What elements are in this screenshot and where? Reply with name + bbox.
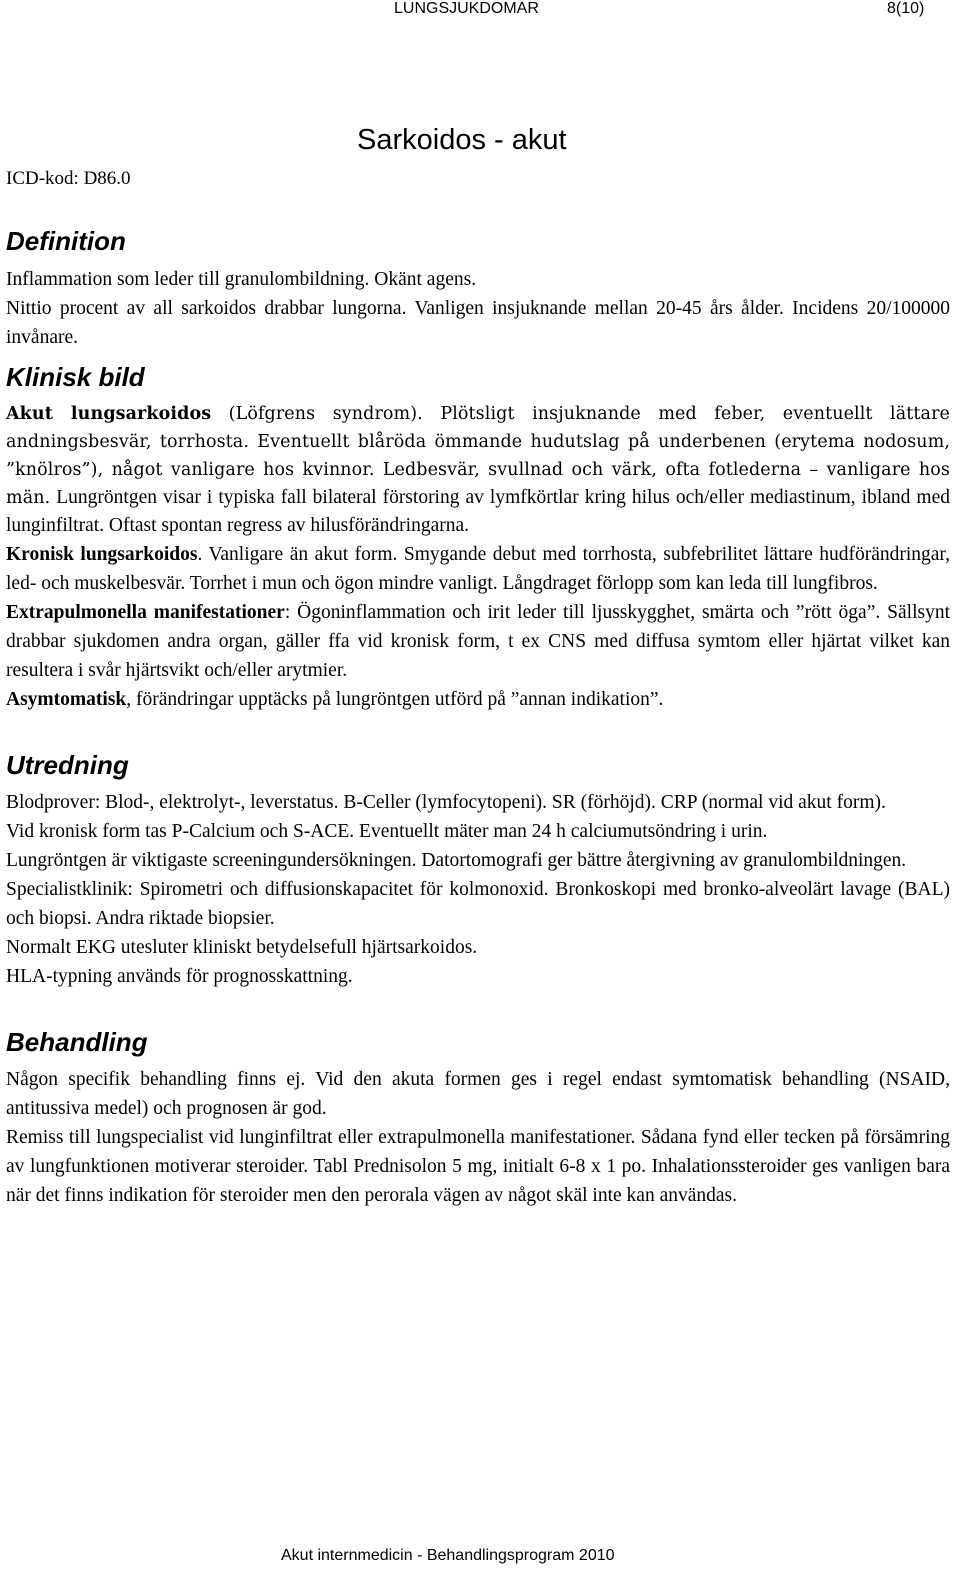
header-title: LUNGSJUKDOMAR: [394, 0, 539, 17]
utredning-heading: Utredning: [6, 750, 129, 780]
definition-line-1: Inflammation som leder till granulombildning. Okänt agens.: [6, 269, 477, 290]
akut-lungsarkoidos-label: Akut lungsarkoidos: [6, 404, 212, 424]
klinisk-bild-body: [6, 400, 950, 714]
running-footer: Akut internmedicin - Behandlingsprogram 2010: [281, 1547, 615, 1564]
utredning-line-4: Specialistklinik: Spirometri och diffusionskapacitet för kolmonoxid. Bronkoskopi med bronko-alveolärt lavage (BAL) och biopsi. Andra riktade biopsier.: [6, 879, 950, 929]
behandling-line-1: Någon specifik behandling finns ej. Vid den akuta formen ges i regel endast symtomatisk behandling (NSAID, antitussiva medel) och prognosen är god.: [6, 1069, 950, 1119]
page-number: 8(10): [887, 0, 925, 17]
definition-line-2: Nittio procent av all sarkoidos drabbar lungorna. Vanligen insjuknande mellan 20-45 års ålder. Incidens 20/100000 invånare.: [6, 298, 950, 348]
kronisk-lungsarkoidos-label: Kronisk lungsarkoidos: [6, 544, 198, 565]
lungrontgen-text: Lungröntgen visar i typiska fall bilateral förstoring av lymfkörtlar kring hilus och/eller mediastinum, ibland med lunginfiltrat. Oftast spontan regress av hilusförändringarna.: [6, 487, 950, 536]
asymtomatisk-text: , förändringar upptäcks på lungröntgen utförd på ”annan indikation”.: [126, 689, 664, 710]
extrapulmonella-label: Extrapulmonella manifestationer: [6, 602, 285, 623]
utredning-body: [6, 788, 950, 991]
behandling-body: [6, 1065, 950, 1210]
asymtomatisk-label: Asymtomatisk: [6, 689, 127, 710]
definition-heading: Definition: [6, 226, 126, 256]
definition-body: [6, 265, 950, 352]
extrapulmonella-text: : Ögoninflammation och irit leder till ljusskygghet, smärta och ”rött öga”. Sällsynt drabbar sjukdomen andra organ, gäller ffa vid kronisk form, t ex CNS med diffusa symtom eller hjärtat vilket kan resultera i svår hjärtsvikt och/eller arytmier.: [6, 602, 950, 681]
kronisk-lungsarkoidos-text: . Vanligare än akut form. Smygande debut med torrhosta, subfebrilitet lättare hudförändringar, led- och muskelbesvär. Torrhet i mun och ögon mindre vanligt. Långdraget förlopp som kan leda till lungfibros.: [6, 544, 951, 594]
page-title: Sarkoidos - akut: [357, 124, 567, 156]
utredning-line-3: Lungröntgen är viktigaste screeningundersökningen. Datortomografi ger bättre återgivning av granulombildningen.: [6, 850, 907, 871]
icd-code: ICD-kod: D86.0: [6, 168, 131, 189]
main-content: [6, 218, 950, 1210]
utredning-line-6: HLA-typning används för prognosskattning.: [6, 966, 353, 987]
akut-lungsarkoidos-paragraph: [6, 400, 950, 540]
behandling-heading: Behandling: [6, 1027, 148, 1057]
running-header: [0, 0, 960, 22]
utredning-line-2: Vid kronisk form tas P-Calcium och S-ACE. Eventuellt mäter man 24 h calciumutsöndring i urin.: [6, 821, 768, 842]
utredning-line-1: Blodprover: Blod-, elektrolyt-, leverstatus. B-Celler (lymfocytopeni). SR (förhöjd). CRP (normal vid akut form).: [6, 792, 886, 813]
klinisk-bild-heading: Klinisk bild: [6, 362, 145, 392]
behandling-line-2: Remiss till lungspecialist vid lunginfiltrat eller extrapulmonella manifestationer. Sådana fynd eller tecken på försämring av lungfunktionen motiverar steroider. Tabl Prednisolon 5 mg, initialt 6-8 x 1 po. Inhalationssteroider ges vanligen bara när det finns indikation för steroider men den perorala vägen av något skäl inte kan användas.: [6, 1127, 950, 1206]
utredning-line-5: Normalt EKG utesluter kliniskt betydelsefull hjärtsarkoidos.: [6, 937, 478, 958]
kronisk-lungsarkoidos-paragraph: [6, 540, 950, 598]
extrapulmonella-paragraph: [6, 598, 950, 685]
akut-lungsarkoidos-text: (Löfgrens syndrom). Plötsligt insjuknande med feber, eventuellt lättare andningsbesvär, torrhosta. Eventuellt blåröda ömmande hudutslag på underbenen (erytema nodosum, ”knölros”), något vanligare hos kvinnor. Ledbesvär, svullnad och värk, ofta fotlederna – vanligare hos män.: [6, 404, 950, 508]
asymtomatisk-paragraph: [6, 685, 950, 714]
